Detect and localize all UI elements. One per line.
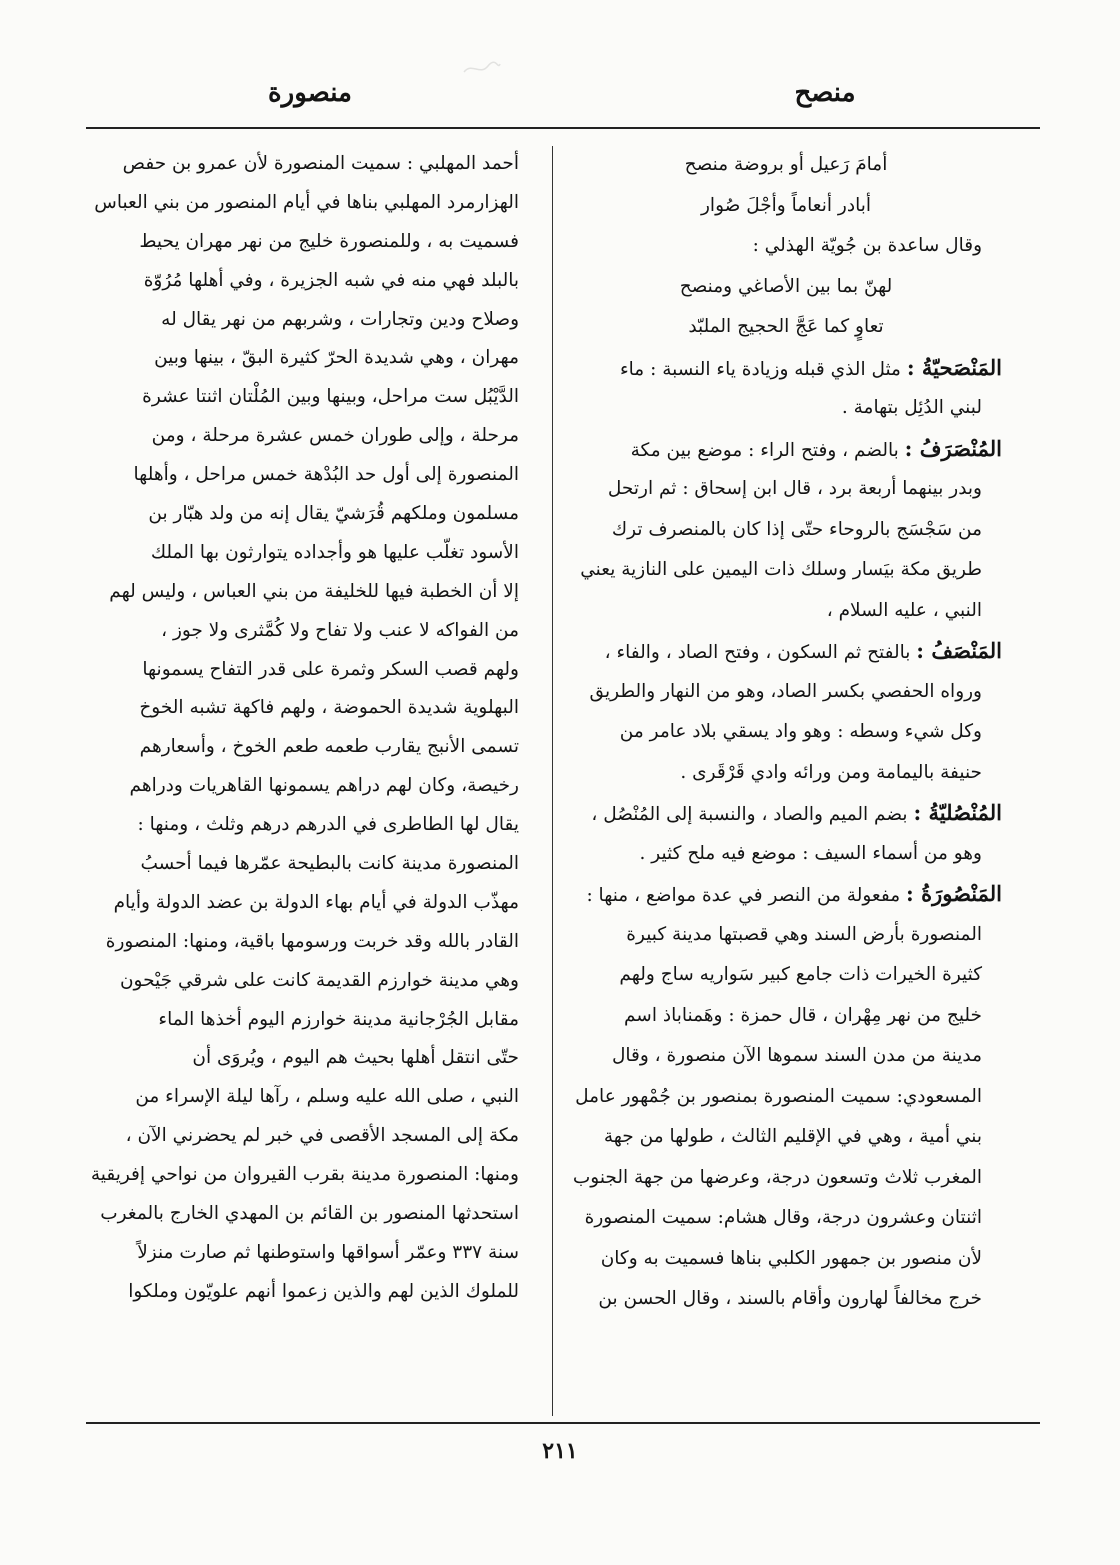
body-line: للملوك الذين لهم والذين زعموا أنهم علويّون وملكوا [128,1280,519,1302]
entry-text: المغرب ثلاث وتسعون درجة، وعرضها من جهة الجنوب [572,1166,982,1188]
verse-line: تعاوٍ كما عَجَّ الحجيج الملبّد [688,316,884,337]
entry-munsaraf [570,429,1002,632]
entry-text: النبي ، عليه السلام ، [826,599,982,621]
body-line: بالبلد فهي منه في شبه الجزيرة ، وفي أهلها مُرُوّة [143,269,519,291]
body-line: مهران ، وهي شديدة الحرّ كثيرة البقّ ، بينها وبين [154,347,519,369]
body-line: القادر بالله وقد خربت ورسومها باقية، ومنها: المنصورة [105,930,519,952]
header-rule [86,127,1040,129]
body-line: ولهم قصب السكر وثمرة على قدر التفاح يسمونها [142,658,519,680]
body-line: مكة إلى المسجد الأقصى في خبر لم يحضرني الآن ، [125,1125,519,1147]
body-line: ومنها: المنصورة مدينة بقرب القيروان من نواحي إفريقية [90,1164,519,1186]
entry-text: خليج من نهر مِهْران ، قال حمزة : وهَمناباذ اسم [624,1004,982,1026]
entry-text: وبدر بينهما أربعة برد ، قال ابن إسحاق : ثم ارتحل [607,478,982,499]
body-line: حتّى انتقل أهلها بحيث هم اليوم ، ويُروَى أن [192,1047,519,1069]
body-line: مرحلة ، وإلى طوران خمس عشرة مرحلة ، ومن [151,425,519,447]
entry-headword: المُنْصَرَفُ : [904,435,1002,461]
page-number: ٢١١ [542,1438,578,1464]
column-divider [552,146,553,1416]
entry-headword: المَنْصُورَةُ : [906,881,1002,906]
entry-text: خرج مخالفاً لهارون وأقام بالسند ، وقال الحسن بن [598,1288,982,1309]
body-line: سنة ٣٣٧ وعمّر أسواقها واستوطنها ثم صارت منزلاً [137,1241,519,1263]
entry-text: بني أمية ، وهي في الإقليم الثالث ، طولها من جهة [603,1126,982,1147]
ink-smudge-mark [462,60,502,78]
body-line: وصلاح ودين وتجارات ، وشربهم من نهر يقال له [161,308,519,330]
body-line: النبي ، صلى الله عليه وسلم ، رآها ليلة الإسراء من [135,1086,519,1108]
body-line: يقال لها الطاطرى في الدرهم درهم وثلث ، ومنها : [137,814,519,836]
entry-text: بضم الميم والصاد ، والنسبة إلى المُنْصُل ، [591,804,908,825]
entry-text: وكل شيء وسطه : وهو واد يسقي بلاد عامر من [619,721,982,742]
body-line: الدَّيْبُل ست مراحل، وبينها وبين المُلْتان اثنتا عشرة [142,386,519,408]
left-column [82,145,519,1312]
entry-mansaf [570,631,1002,793]
body-line: استحدثها المنصور بن القائم بن المهدي الخارج بالمغرب [100,1203,519,1225]
entry-mansura [570,874,1002,1320]
verse-line: لهنّ بما بين الأصاغي ومنصح [679,275,893,297]
entry-text: اثنتان وعشرون درجة، وقال هشام: سميت المنصورة [584,1207,982,1228]
entry-text: المسعودي: سميت المنصورة بمنصور بن جُمْهور عامل [575,1085,982,1107]
right-column [570,145,1002,1320]
entry-text: لأن منصور بن جمهور الكلبي بناها فسميت به وكان [600,1247,982,1269]
entry-text: مدينة من مدن السند سموها الآن منصورة ، وقال [611,1045,982,1066]
body-line: وهي مدينة خوارزم القديمة كانت على شرقي جَيْحون [119,969,519,991]
body-line: أحمد المهلبي : سميت المنصورة لأن عمرو بن حفص [122,153,519,174]
body-line: المنصورة إلى أول حد البُدْهة خمس مراحل ، وأهلها [133,464,519,486]
body-line: المنصورة مدينة كانت بالبطيحة عمّرها فيما أحسبُ [140,853,519,875]
body-line: تسمى الأنبج يقارب طعمه طعم الخوخ ، وأسعارهم [139,736,519,758]
entry-text: المنصورة بأرض السند وهي قصبتها مدينة كبيرة [626,923,982,945]
running-head-right: منصح [794,78,856,108]
body-line: فسميت به ، وللمنصورة خليج من نهر مهران يحيط [139,230,519,252]
footer-rule [86,1422,1040,1424]
entry-munsuliyya [570,793,1002,874]
entry-text: بالضم ، وفتح الراء : موضع بين مكة [630,439,899,461]
entry-mansahiyya [570,348,1002,429]
entry-text: حنيفة باليمامة ومن ورائه وادي قَرْقَرى . [680,761,982,783]
entry-text: مفعولة من النصر في عدة مواضع ، منها : [586,885,901,906]
body-line: مهذّب الدولة في أيام بهاء الدولة بن عضد الدولة وأيام [113,891,519,913]
entry-text: كثيرة الخيرات ذات جامع كبير سَواريه ساج ولهم [619,964,982,985]
entry-text: بالفتح ثم السكون ، وفتح الصاد ، والفاء ، [604,642,911,663]
running-head-left: منصورة [268,78,352,108]
entry-headword: المَنْصَحيّةُ : [906,354,1002,380]
body-line: مسلمون وملكهم قُرَشيّ يقال إنه من ولد هبّار بن [148,503,519,525]
verse-line: أبادر أنعاماً وأجْلَ صُوار [701,194,871,216]
body-line: الهزارمرد المهلبي بناها في أيام المنصور من بني العباس [94,191,519,213]
entry-text: وهو من أسماء السيف : موضع فيه ملح كثير . [639,842,982,864]
body-line: الأسود تغلّب عليها هو وأجداده يتوارثون بها الملك [150,541,519,563]
entry-headword: المُنْصُليّةُ : [913,800,1002,825]
entry-headword: المَنْصَفُ : [916,638,1002,663]
body-line: رخيصة، وكان لهم دراهم يسمونها القاهريات ودراهم [129,775,519,797]
body-line: البهلوية شديدة الحموضة ، ولهم فاكهة تشبه الخوخ [139,697,519,719]
body-line: إلا أن الخطبة فيها للخليفة من بني العباس ، وليس لهم [109,580,519,602]
poem-intro: وقال ساعدة بن جُويّة الهذلي : [752,235,982,256]
body-line: مقابل الجُرْجانية مدينة خوارزم اليوم أخذها الماء [158,1008,519,1030]
entry-text: من سَجْسَج بالروحاء حتّى إذا كان بالمنصرف ترك [611,518,982,540]
verse-line: أمامَ رَعيل أو بروضة منصح [684,154,888,175]
entry-text: ورواه الحفصي بكسر الصاد، وهو من النهار والطريق [589,680,982,702]
entry-text: مثل الذي قبله وزيادة ياء النسبة : ماء [619,358,901,380]
body-line: من الفواكه لا عنب ولا تفاح ولا كُمَّثرى ولا جوز ، [161,619,519,641]
entry-text: طريق مكة بيَسار وسلك ذات اليمين على النازية يعني [580,559,982,580]
entry-text: لبني الدُئِل بتهامة . [841,397,982,418]
